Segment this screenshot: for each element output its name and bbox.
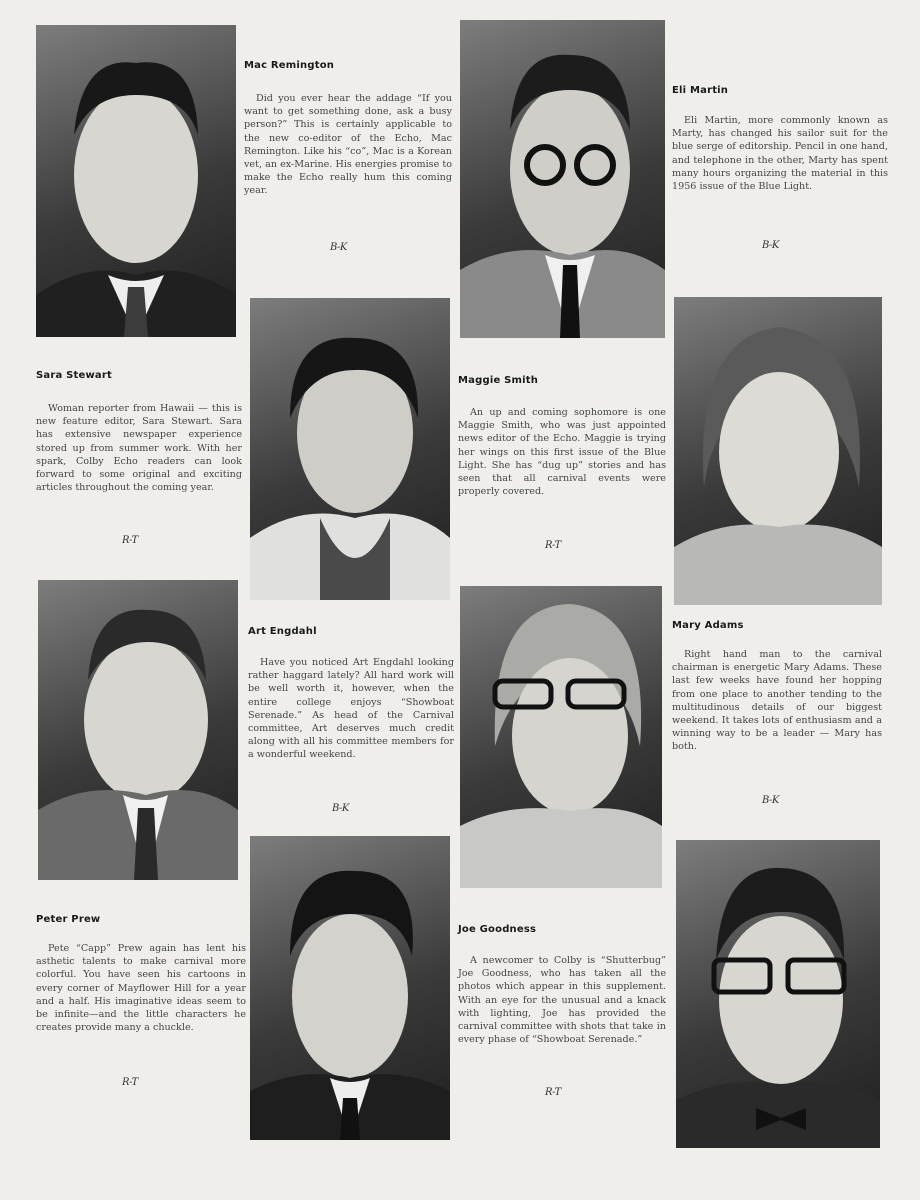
signature-mark: R-T <box>545 540 561 551</box>
profile-bio: Woman reporter from Hawaii — this is new feature editor, Sara Stewart. Sara has extensive newspaper experience stored up from summer work. With her spark, Colby Echo readers can look forward to some original and exciting articles throughout the coming year. <box>36 403 242 494</box>
profile-name: Peter Prew <box>36 914 101 925</box>
profile-bio: Right hand man to the carnival chairman is energetic Mary Adams. These last few weeks have found her hopping from one place to another tending to the multitudinous details of our biggest weekend. It takes lots of enthusiasm and a winning way to be a leader — Mary has both. <box>672 649 882 753</box>
profile-name: Art Engdahl <box>248 626 317 637</box>
signature-mark: R-T <box>122 1077 138 1088</box>
portrait-peter-prew <box>250 836 450 1140</box>
portrait-art-engdahl <box>38 580 238 880</box>
portrait-maggie-smith <box>674 297 882 605</box>
portrait-sara-stewart <box>250 298 450 600</box>
profile-bio: Have you noticed Art Engdahl looking rather haggard lately? All hard work will be well worth it, however, when the entire college enjoys “Showboat Serenade.” As head of the Carnival committee, Art deserves much credit along with all his committee members for a wonderful weekend. <box>248 657 454 761</box>
signature-mark: R-T <box>545 1087 561 1098</box>
profile-name: Maggie Smith <box>458 375 539 386</box>
signature-mark: R-T <box>122 535 138 546</box>
profile-bio: A newcomer to Colby is “Shutterbug” Joe Goodness, who has taken all the photos which appear in this supplement. With an eye for the unusual and a knack with lighting, Joe has provided the carnival committee with shots that take in every phase of “Showboat Serenade.” <box>458 955 666 1046</box>
signature-mark: B-K <box>330 242 347 253</box>
portrait-mac-remington <box>36 25 236 337</box>
profile-name: Sara Stewart <box>36 370 112 381</box>
profile-bio: Pete “Capp” Prew again has lent his asthetic talents to make carnival more colorful. You have seen his cartoons in every corner of Mayflower Hill for a year and a half. His imaginative ideas seem to be infinite—and the little characters he creates provide many a chuckle. <box>36 943 246 1034</box>
profile-name: Mac Remington <box>244 60 335 71</box>
portrait-center-right <box>460 586 662 888</box>
profile-bio: An up and coming sophomore is one Maggie Smith, who was just appointed news editor of the Echo. Maggie is trying her wings on this first issue of the Blue Light. She has “dug up” stories and has seen that all carnival events were properly covered. <box>458 407 666 498</box>
profile-name: Eli Martin <box>672 85 729 96</box>
signature-mark: B-K <box>332 803 349 814</box>
signature-mark: B-K <box>762 795 779 806</box>
signature-mark: B-K <box>762 240 779 251</box>
portrait-eli-martin <box>460 20 665 338</box>
profile-name: Joe Goodness <box>458 924 537 935</box>
portrait-joe-goodness <box>676 840 880 1148</box>
profile-bio: Did you ever hear the addage “If you want to get something done, ask a busy person?” This is certainly applicable to the new co-editor of the Echo, Mac Remington. Like his “co”, Mac is a Korean vet, an ex-Marine. His energies promise to make the Echo really hum this coming year. <box>244 93 452 197</box>
profile-name: Mary Adams <box>672 620 744 631</box>
profile-bio: Eli Martin, more commonly known as Marty, has changed his sailor suit for the blue serge of editorship. Pencil in one hand, and telephone in the other, Marty has spent many hours organizing the material in this 1956 issue of the Blue Light. <box>672 115 888 193</box>
